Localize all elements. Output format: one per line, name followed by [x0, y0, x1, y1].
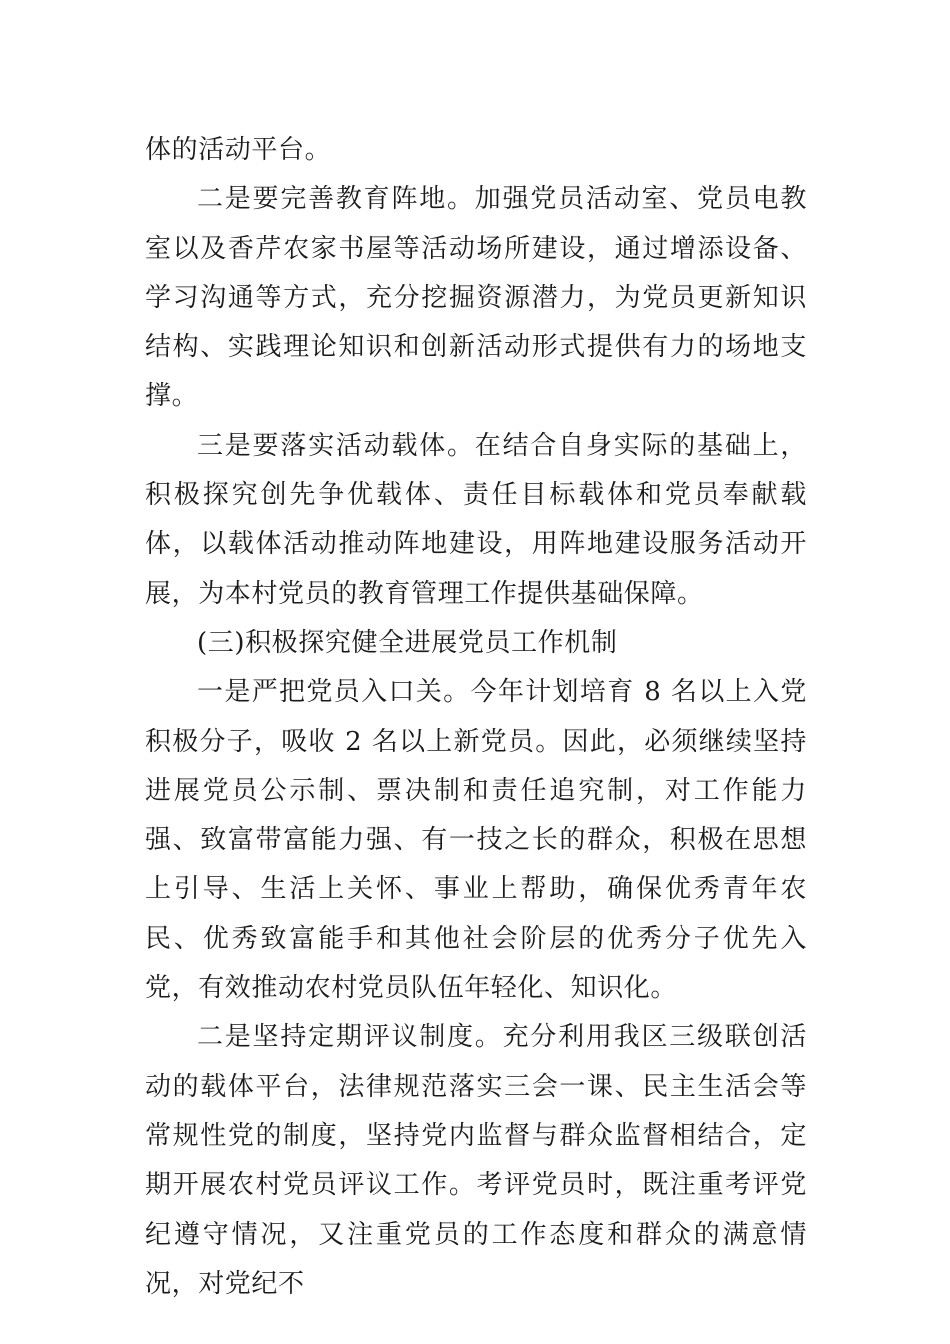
paragraph-periodic-review: 二是坚持定期评议制度。充分利用我区三级联创活动的载体平台，法律规范落实三会一课、民主生活会等常规性党的制度，坚持党内监督与群众监督相结合，定期开展农村党员评议工作。考评党员时，既注重考评党纪遵守情况，又注重党员的工作态度和群众的满意情况，对党纪不 — [145, 1022, 807, 1299]
paragraph-education-base: 二是要完善教育阵地。加强党员活动室、党员电教室以及香芹农家书屋等活动场所建设，通过增添设备、学习沟通等方式，充分挖掘资源潜力，为党员更新知识结构、实践理论知识和创新活动形式提供有力的场地支撑。 — [145, 184, 807, 412]
document-body — [145, 126, 807, 1309]
paragraph-member-entry: 一是严把党员入口关。今年计划培育 8 名以上入党积极分子，吸收 2 名以上新党员。因此，必须继续坚持进展党员公示制、票决制和责任追究制，对工作能力强、致富带富能力强、有一技之长的群众，积极在思想上引导、生活上关怀、事业上帮助，确保优秀青年农民、优秀致富能手和其他社会阶层的优秀分子优先入党，有效推动农村党员队伍年轻化、知识化。 — [145, 677, 807, 1004]
section-heading: (三)积极探究健全进展党员工作机制 — [197, 627, 618, 658]
paragraph-activity-carrier: 三是要落实活动载体。在结合自身实际的基础上，积极探究创先争优载体、责任目标载体和党员奉献载体，以载体活动推动阵地建设，用阵地建设服务活动开展，为本村党员的教育管理工作提供基础保障。 — [145, 430, 807, 609]
paragraph-continuation: 体的活动平台。 — [145, 135, 332, 165]
